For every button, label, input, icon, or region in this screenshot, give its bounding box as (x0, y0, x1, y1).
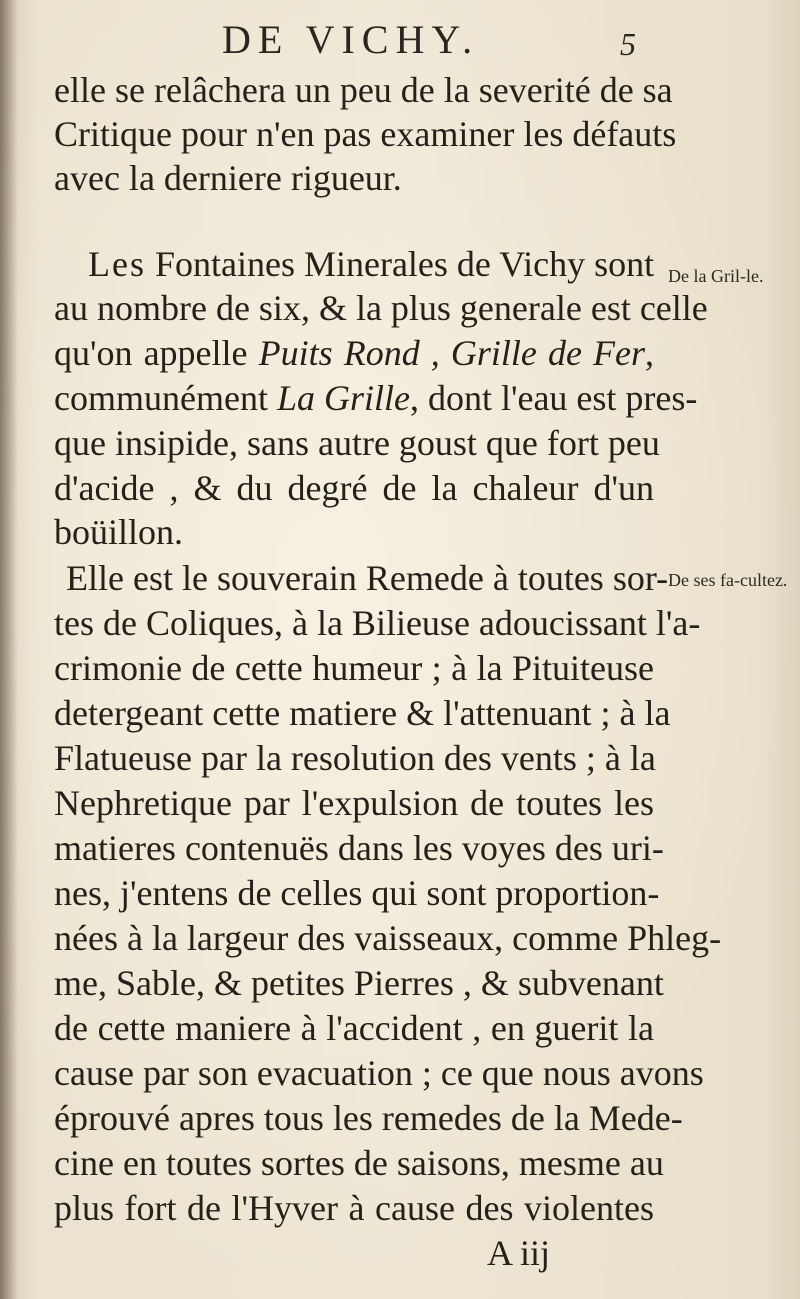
text-line: Critique pour n'en pas examiner les défauts (54, 114, 677, 154)
text-line: crimonie de cette humeur ; à la Pituiteuse (54, 648, 654, 688)
text-line: au nombre de six, & la plus generale est celle (54, 288, 708, 328)
text-line (54, 331, 654, 375)
text-line: detergeant cette matiere & l'attenuant ; à la (54, 693, 671, 733)
text-span: , (645, 333, 654, 373)
text-line: cine en toutes sortes de saisons, mesme au (54, 1143, 664, 1183)
text-line: Nephretique par l'expulsion de toutes les (54, 783, 654, 823)
italic-text-span: Puits Rond , Grille de Fer (258, 333, 645, 373)
text-line: tes de Coliques, à la Bilieuse adoucissant l'a- (54, 603, 701, 643)
text-line: éprouvé apres tous les remedes de la Mede- (54, 1098, 683, 1138)
text-line: que insipide, sans autre goust que fort peu (54, 423, 660, 463)
text-line: plus fort de l'Hyver à cause des violentes (54, 1188, 654, 1228)
paragraph-lead-word: Les (88, 244, 146, 284)
signature-mark: A iij (487, 1233, 551, 1273)
text-line: boüillon. (54, 512, 184, 552)
text-line: me, Sable, & petites Pierres , & subvenant (54, 963, 664, 1003)
running-head: DE VICHY. (222, 17, 480, 62)
text-span: qu'on appelle (54, 333, 259, 373)
text-line: cause par son evacuation ; ce que nous avons (54, 1053, 704, 1093)
text-line: Flatueuse par la resolution des vents ; à la (54, 738, 656, 778)
text-line: avec la derniere rigueur. (54, 158, 402, 198)
text-line: de cette maniere à l'accident , en guerit la (54, 1008, 654, 1048)
text-span: Fontaines Minerales de Vichy sont (154, 244, 655, 284)
text-line: nes, j'entens de celles qui sont proportion- (54, 873, 660, 913)
text-span: communément (54, 378, 277, 418)
text-line: d'acide , & du degré de la chaleur d'un (54, 468, 654, 508)
binding-gutter (0, 0, 18, 1299)
text-line (54, 376, 698, 420)
italic-text-span: La Grille (276, 378, 410, 418)
text-line: matieres contenuës dans les voyes des uri- (54, 828, 664, 868)
margin-note-facultez: De ses fa-cultez. (668, 570, 788, 590)
page-number: 5 (620, 26, 636, 62)
text-line (88, 242, 654, 286)
text-line: Elle est le souverain Remede à toutes sor- (66, 558, 669, 598)
text-line: nées à la largeur des vaisseaux, comme Phleg- (54, 918, 722, 958)
text-span: , dont l'eau est pres- (409, 378, 698, 418)
text-line: elle se relâchera un peu de la severité de sa (54, 70, 673, 110)
margin-note-grille: De la Gril-le. (668, 266, 764, 286)
